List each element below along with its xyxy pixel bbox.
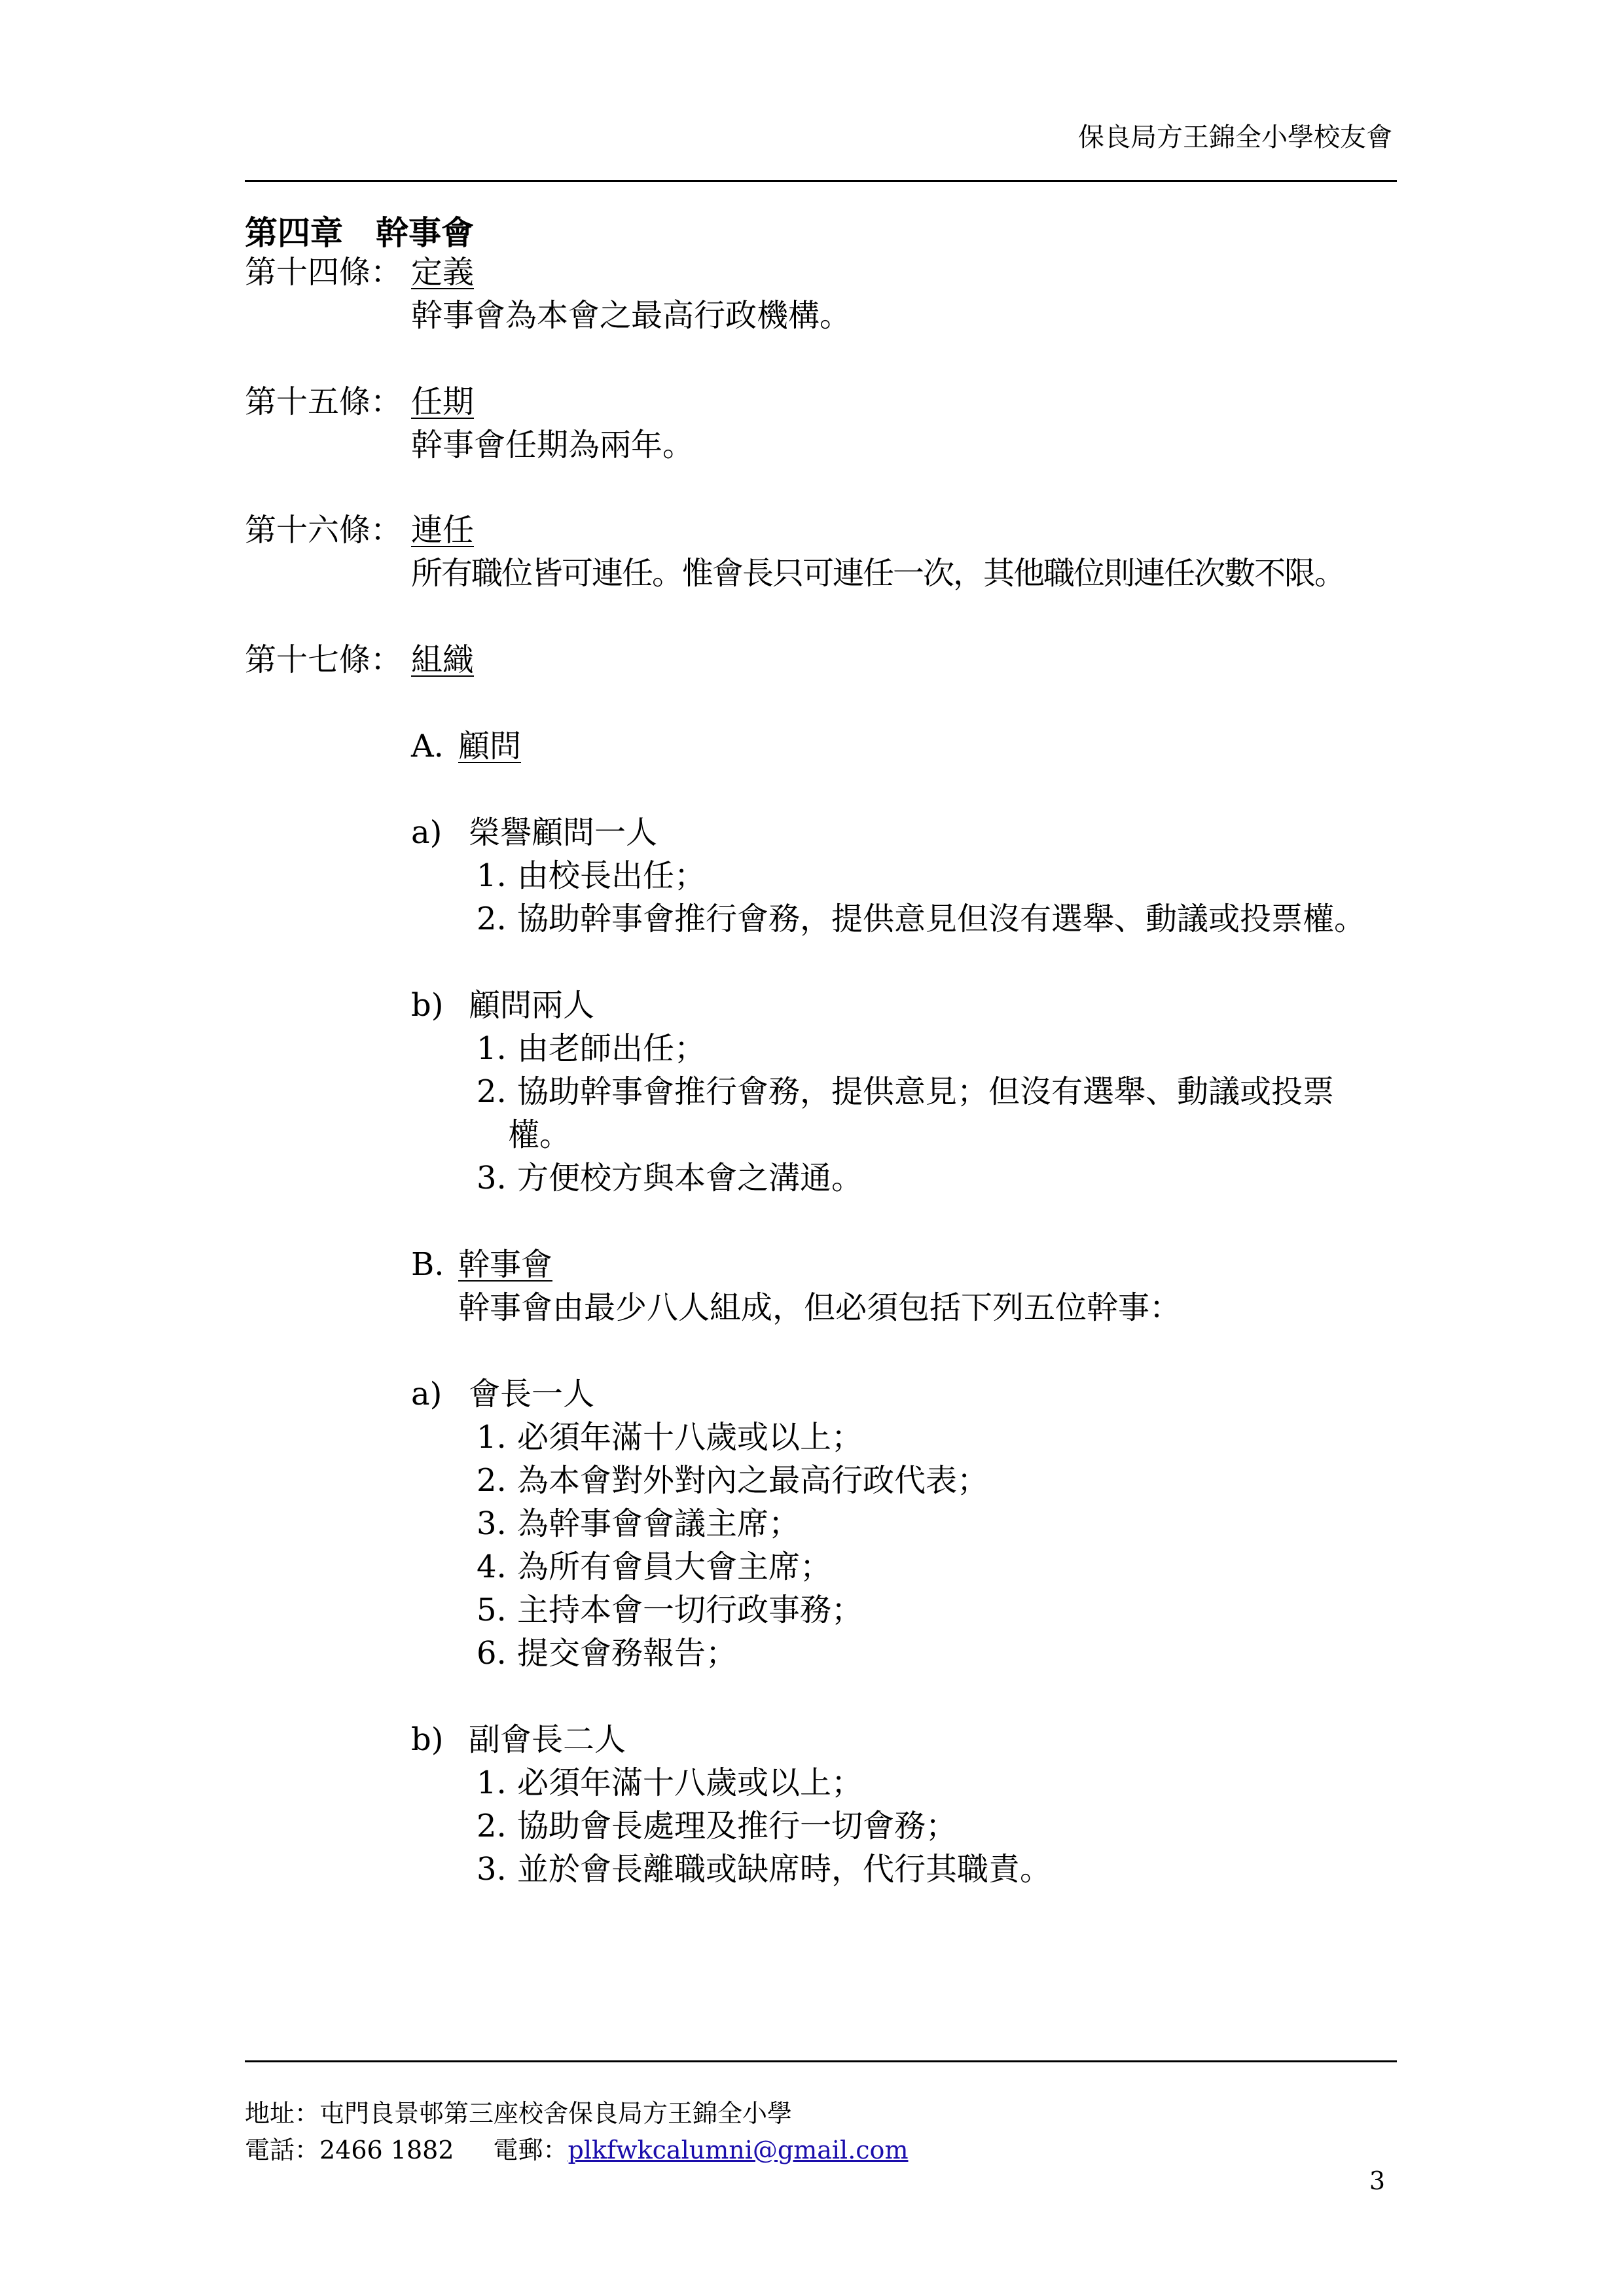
list-item: 由校長出任；	[517, 857, 706, 894]
list-item: 主持本會一切行政事務；	[517, 1592, 863, 1628]
list-number: 1.	[477, 857, 507, 894]
list-number: 6.	[477, 1635, 507, 1672]
list-number: 2.	[477, 1808, 507, 1844]
list-number: 3.	[477, 1505, 507, 1542]
list-number: 1.	[477, 1765, 507, 1801]
list-number: 2.	[477, 1073, 507, 1110]
section-a-a-title: 榮譽顧問一人	[469, 814, 658, 851]
article-16-text: 所有職位皆可連任。惟會長只可連任一次，其他職位則連任次數不限。	[411, 555, 1345, 592]
list-number: 3.	[477, 1851, 507, 1888]
list-item-continuation: 權。	[508, 1117, 571, 1153]
list-item: 並於會長離職或缺席時，代行其職責。	[517, 1851, 1052, 1888]
section-a-marker: A.	[411, 728, 444, 764]
list-number: 2.	[477, 901, 507, 937]
section-a-a-marker: a)	[411, 814, 442, 851]
section-b-marker: B.	[411, 1246, 444, 1283]
section-a-b-marker: b)	[411, 987, 444, 1024]
article-14-label: 第十四條：	[245, 254, 403, 291]
section-a-title: 顧問	[458, 728, 522, 764]
article-16-title: 連任	[411, 512, 475, 548]
phone-label: 電話：	[245, 2136, 320, 2164]
footer-contact	[245, 2130, 908, 2166]
footer-rule	[245, 2060, 1397, 2062]
list-number: 3.	[477, 1160, 507, 1196]
header-title: 保良局方王錦全小學校友會	[1078, 122, 1392, 152]
list-item: 必須年滿十八歲或以上；	[517, 1765, 863, 1801]
section-b-a-marker: a)	[411, 1376, 442, 1412]
email-link[interactable]: plkfwkcalumni@gmail.com	[568, 2136, 909, 2164]
section-b-b-marker: b)	[411, 1721, 444, 1758]
list-number: 4.	[477, 1549, 507, 1585]
list-item: 為所有會員大會主席；	[517, 1549, 832, 1585]
phone-number: 2466 1882	[319, 2136, 454, 2164]
section-b-b-title: 副會長二人	[469, 1721, 626, 1758]
section-b-intro: 幹事會由最少八人組成，但必須包括下列五位幹事：	[458, 1289, 1182, 1326]
article-17-title: 組織	[411, 641, 475, 678]
footer-address: 地址：屯門良景邨第三座校舍保良局方王錦全小學	[245, 2099, 793, 2128]
chapter-heading: 第四章 幹事會	[245, 213, 474, 252]
article-14-text: 幹事會為本會之最高行政機構。	[411, 297, 852, 334]
list-item: 由老師出任；	[517, 1030, 706, 1067]
list-item: 協助幹事會推行會務，提供意見；但沒有選舉、動議或投票	[517, 1073, 1335, 1110]
article-14-title: 定義	[411, 254, 475, 291]
section-b-a-title: 會長一人	[469, 1376, 595, 1412]
article-15-label: 第十五條：	[245, 384, 403, 420]
list-item: 協助幹事會推行會務，提供意見但沒有選舉、動議或投票權。	[517, 901, 1366, 937]
list-item: 協助會長處理及推行一切會務；	[517, 1808, 958, 1844]
header-rule	[245, 180, 1397, 182]
article-15-text: 幹事會任期為兩年。	[411, 427, 695, 463]
email-label: 電郵：	[493, 2136, 568, 2164]
article-17-label: 第十七條：	[245, 641, 403, 678]
list-item: 必須年滿十八歲或以上；	[517, 1419, 863, 1456]
list-item: 提交會務報告；	[517, 1635, 738, 1672]
list-number: 1.	[477, 1419, 507, 1456]
list-item: 為本會對外對內之最高行政代表；	[517, 1462, 989, 1499]
list-number: 2.	[477, 1462, 507, 1499]
list-item: 方便校方與本會之溝通。	[517, 1160, 863, 1196]
list-item: 為幹事會會議主席；	[517, 1505, 801, 1542]
list-number: 5.	[477, 1592, 507, 1628]
article-15-title: 任期	[411, 384, 475, 420]
article-16-label: 第十六條：	[245, 512, 403, 548]
section-a-b-title: 顧問兩人	[469, 987, 595, 1024]
section-b-title: 幹事會	[458, 1246, 553, 1283]
list-number: 1.	[477, 1030, 507, 1067]
page-number: 3	[1369, 2166, 1385, 2195]
